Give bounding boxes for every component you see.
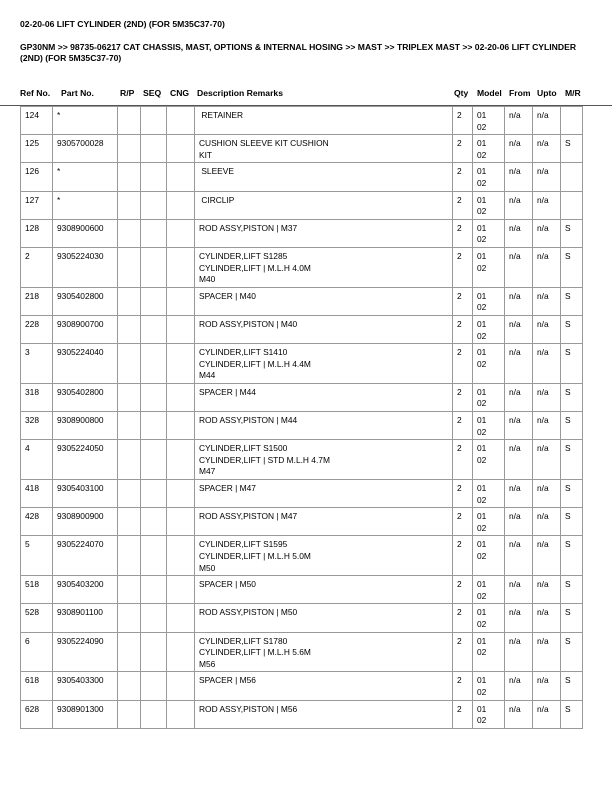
col-cng: CNG xyxy=(170,88,190,98)
cell-qty: 2 xyxy=(453,480,473,508)
cell-qty: 2 xyxy=(453,604,473,632)
cell-description: CYLINDER,LIFT S1285 CYLINDER,LIFT | M.L.H 4.0M M40 xyxy=(195,247,453,287)
cell-upto: n/a xyxy=(533,700,561,728)
cell-seq xyxy=(141,315,167,343)
cell-ref-no: 6 xyxy=(21,632,53,672)
page-title: 02-20-06 LIFT CYLINDER (2ND) (FOR 5M35C37-70) xyxy=(20,19,225,29)
cell-ref-no: 124 xyxy=(21,107,53,135)
cell-seq xyxy=(141,163,167,191)
cell-seq xyxy=(141,344,167,384)
cell-part-no: * xyxy=(53,107,118,135)
cell-mr: S xyxy=(561,383,583,411)
cell-upto: n/a xyxy=(533,247,561,287)
cell-cng xyxy=(167,247,195,287)
cell-model: 01 02 xyxy=(473,287,505,315)
cell-ref-no: 126 xyxy=(21,163,53,191)
cell-upto: n/a xyxy=(533,536,561,576)
cell-description: ROD ASSY,PISTON | M47 xyxy=(195,508,453,536)
cell-rp xyxy=(118,344,141,384)
cell-rp xyxy=(118,672,141,700)
table-header xyxy=(0,87,612,106)
cell-model: 01 02 xyxy=(473,247,505,287)
cell-part-no: 9308900900 xyxy=(53,508,118,536)
cell-mr: S xyxy=(561,632,583,672)
table-row xyxy=(21,604,583,632)
cell-seq xyxy=(141,508,167,536)
cell-ref-no: 428 xyxy=(21,508,53,536)
cell-ref-no: 418 xyxy=(21,480,53,508)
cell-model: 01 02 xyxy=(473,508,505,536)
cell-mr: S xyxy=(561,247,583,287)
cell-rp xyxy=(118,508,141,536)
col-rp: R/P xyxy=(120,88,135,98)
cell-seq xyxy=(141,219,167,247)
col-model: Model xyxy=(477,88,502,98)
cell-model: 01 02 xyxy=(473,440,505,480)
cell-rp xyxy=(118,287,141,315)
col-part: Part No. xyxy=(61,88,94,98)
cell-mr: S xyxy=(561,604,583,632)
cell-upto: n/a xyxy=(533,480,561,508)
cell-description: ROD ASSY,PISTON | M56 xyxy=(195,700,453,728)
cell-part-no: 9308900800 xyxy=(53,412,118,440)
cell-cng xyxy=(167,632,195,672)
table-row xyxy=(21,536,583,576)
cell-part-no: * xyxy=(53,191,118,219)
cell-ref-no: 125 xyxy=(21,135,53,163)
cell-seq xyxy=(141,191,167,219)
table-row xyxy=(21,632,583,672)
table-row xyxy=(21,287,583,315)
cell-qty: 2 xyxy=(453,700,473,728)
cell-upto: n/a xyxy=(533,440,561,480)
cell-ref-no: 127 xyxy=(21,191,53,219)
cell-cng xyxy=(167,344,195,384)
cell-rp xyxy=(118,480,141,508)
table-row xyxy=(21,383,583,411)
cell-description: SPACER | M56 xyxy=(195,672,453,700)
cell-seq xyxy=(141,632,167,672)
cell-seq xyxy=(141,536,167,576)
cell-ref-no: 618 xyxy=(21,672,53,700)
col-desc: Description Remarks xyxy=(197,88,283,98)
col-upto: Upto xyxy=(537,88,557,98)
cell-mr: S xyxy=(561,672,583,700)
cell-model: 01 02 xyxy=(473,604,505,632)
cell-qty: 2 xyxy=(453,440,473,480)
cell-part-no: 9305700028 xyxy=(53,135,118,163)
cell-ref-no: 3 xyxy=(21,344,53,384)
cell-upto: n/a xyxy=(533,163,561,191)
parts-table xyxy=(20,106,583,729)
table-row xyxy=(21,440,583,480)
table-row xyxy=(21,344,583,384)
cell-rp xyxy=(118,604,141,632)
cell-from: n/a xyxy=(505,480,533,508)
cell-from: n/a xyxy=(505,383,533,411)
cell-model: 01 02 xyxy=(473,576,505,604)
cell-model: 01 02 xyxy=(473,315,505,343)
cell-cng xyxy=(167,315,195,343)
cell-description: ROD ASSY,PISTON | M40 xyxy=(195,315,453,343)
cell-ref-no: 2 xyxy=(21,247,53,287)
cell-ref-no: 218 xyxy=(21,287,53,315)
cell-model: 01 02 xyxy=(473,480,505,508)
cell-from: n/a xyxy=(505,287,533,315)
cell-from: n/a xyxy=(505,440,533,480)
cell-qty: 2 xyxy=(453,576,473,604)
cell-from: n/a xyxy=(505,632,533,672)
cell-description: CYLINDER,LIFT S1500 CYLINDER,LIFT | STD M.L.H 4.7M M47 xyxy=(195,440,453,480)
cell-mr: S xyxy=(561,576,583,604)
cell-rp xyxy=(118,219,141,247)
cell-ref-no: 128 xyxy=(21,219,53,247)
cell-description: CUSHION SLEEVE KIT CUSHION KIT xyxy=(195,135,453,163)
cell-mr: S xyxy=(561,287,583,315)
table-row xyxy=(21,672,583,700)
cell-model: 01 02 xyxy=(473,632,505,672)
cell-upto: n/a xyxy=(533,287,561,315)
cell-description: SPACER | M40 xyxy=(195,287,453,315)
table-row xyxy=(21,508,583,536)
cell-cng xyxy=(167,508,195,536)
cell-cng xyxy=(167,576,195,604)
cell-part-no: 9308901100 xyxy=(53,604,118,632)
cell-mr: S xyxy=(561,135,583,163)
cell-cng xyxy=(167,672,195,700)
cell-description: CYLINDER,LIFT S1780 CYLINDER,LIFT | M.L.H 5.6M M56 xyxy=(195,632,453,672)
cell-description: SPACER | M44 xyxy=(195,383,453,411)
cell-seq xyxy=(141,383,167,411)
cell-mr: S xyxy=(561,536,583,576)
cell-mr: S xyxy=(561,219,583,247)
cell-rp xyxy=(118,135,141,163)
col-seq: SEQ xyxy=(143,88,162,98)
table-row xyxy=(21,412,583,440)
cell-description: ROD ASSY,PISTON | M37 xyxy=(195,219,453,247)
cell-seq xyxy=(141,287,167,315)
table-row xyxy=(21,191,583,219)
cell-seq xyxy=(141,480,167,508)
cell-qty: 2 xyxy=(453,107,473,135)
table-row xyxy=(21,480,583,508)
col-ref: Ref No. xyxy=(20,88,51,98)
cell-seq xyxy=(141,576,167,604)
cell-rp xyxy=(118,536,141,576)
cell-rp xyxy=(118,315,141,343)
cell-part-no: 9305402800 xyxy=(53,383,118,411)
cell-seq xyxy=(141,604,167,632)
cell-from: n/a xyxy=(505,576,533,604)
cell-mr: S xyxy=(561,508,583,536)
cell-upto: n/a xyxy=(533,632,561,672)
cell-upto: n/a xyxy=(533,672,561,700)
cell-qty: 2 xyxy=(453,536,473,576)
cell-cng xyxy=(167,700,195,728)
cell-upto: n/a xyxy=(533,412,561,440)
table-row xyxy=(21,315,583,343)
cell-part-no: 9305224070 xyxy=(53,536,118,576)
col-qty: Qty xyxy=(454,88,469,98)
cell-model: 01 02 xyxy=(473,383,505,411)
cell-ref-no: 518 xyxy=(21,576,53,604)
cell-cng xyxy=(167,135,195,163)
cell-cng xyxy=(167,219,195,247)
cell-seq xyxy=(141,440,167,480)
cell-qty: 2 xyxy=(453,247,473,287)
cell-upto: n/a xyxy=(533,315,561,343)
cell-cng xyxy=(167,604,195,632)
table-row xyxy=(21,700,583,728)
cell-mr xyxy=(561,107,583,135)
cell-qty: 2 xyxy=(453,219,473,247)
cell-model: 01 02 xyxy=(473,107,505,135)
cell-description: SPACER | M50 xyxy=(195,576,453,604)
cell-from: n/a xyxy=(505,219,533,247)
cell-seq xyxy=(141,135,167,163)
cell-ref-no: 528 xyxy=(21,604,53,632)
cell-upto: n/a xyxy=(533,219,561,247)
cell-upto: n/a xyxy=(533,107,561,135)
cell-from: n/a xyxy=(505,672,533,700)
cell-description: CYLINDER,LIFT S1410 CYLINDER,LIFT | M.L.H 4.4M M44 xyxy=(195,344,453,384)
cell-from: n/a xyxy=(505,604,533,632)
cell-mr: S xyxy=(561,412,583,440)
cell-part-no: 9305224090 xyxy=(53,632,118,672)
cell-mr xyxy=(561,191,583,219)
cell-model: 01 02 xyxy=(473,191,505,219)
cell-model: 01 02 xyxy=(473,412,505,440)
cell-description: CYLINDER,LIFT S1595 CYLINDER,LIFT | M.L.H 5.0M M50 xyxy=(195,536,453,576)
cell-mr: S xyxy=(561,440,583,480)
cell-qty: 2 xyxy=(453,191,473,219)
cell-model: 01 02 xyxy=(473,219,505,247)
cell-ref-no: 228 xyxy=(21,315,53,343)
table-row xyxy=(21,135,583,163)
cell-mr: S xyxy=(561,315,583,343)
cell-description: CIRCLIP xyxy=(195,191,453,219)
cell-from: n/a xyxy=(505,135,533,163)
cell-cng xyxy=(167,191,195,219)
cell-seq xyxy=(141,700,167,728)
cell-ref-no: 4 xyxy=(21,440,53,480)
cell-rp xyxy=(118,440,141,480)
cell-model: 01 02 xyxy=(473,163,505,191)
cell-from: n/a xyxy=(505,412,533,440)
cell-from: n/a xyxy=(505,700,533,728)
cell-part-no: 9305224030 xyxy=(53,247,118,287)
cell-part-no: 9308901300 xyxy=(53,700,118,728)
cell-upto: n/a xyxy=(533,576,561,604)
cell-description: RETAINER xyxy=(195,107,453,135)
cell-ref-no: 328 xyxy=(21,412,53,440)
cell-cng xyxy=(167,412,195,440)
cell-rp xyxy=(118,632,141,672)
cell-ref-no: 5 xyxy=(21,536,53,576)
cell-qty: 2 xyxy=(453,632,473,672)
cell-rp xyxy=(118,163,141,191)
table-row xyxy=(21,247,583,287)
cell-part-no: 9305224050 xyxy=(53,440,118,480)
cell-cng xyxy=(167,107,195,135)
cell-upto: n/a xyxy=(533,604,561,632)
cell-seq xyxy=(141,412,167,440)
cell-qty: 2 xyxy=(453,508,473,536)
cell-upto: n/a xyxy=(533,191,561,219)
cell-model: 01 02 xyxy=(473,135,505,163)
cell-qty: 2 xyxy=(453,383,473,411)
cell-cng xyxy=(167,383,195,411)
cell-mr xyxy=(561,163,583,191)
breadcrumb: GP30NM >> 98735-06217 CAT CHASSIS, MAST, OPTIONS & INTERNAL HOSING >> MAST >> TRIPLEX MAST >> 02-20-06 LIFT CYLINDER (2ND) (FOR 5M35C37-70) xyxy=(20,42,577,63)
table-row xyxy=(21,107,583,135)
cell-qty: 2 xyxy=(453,135,473,163)
cell-from: n/a xyxy=(505,191,533,219)
cell-from: n/a xyxy=(505,107,533,135)
cell-description: SLEEVE xyxy=(195,163,453,191)
cell-rp xyxy=(118,412,141,440)
table-row xyxy=(21,163,583,191)
cell-model: 01 02 xyxy=(473,536,505,576)
cell-ref-no: 628 xyxy=(21,700,53,728)
cell-qty: 2 xyxy=(453,412,473,440)
cell-rp xyxy=(118,191,141,219)
cell-mr: S xyxy=(561,480,583,508)
cell-cng xyxy=(167,536,195,576)
col-mr: M/R xyxy=(565,88,581,98)
cell-qty: 2 xyxy=(453,315,473,343)
cell-rp xyxy=(118,700,141,728)
cell-part-no: 9305224040 xyxy=(53,344,118,384)
cell-from: n/a xyxy=(505,536,533,576)
cell-part-no: * xyxy=(53,163,118,191)
cell-cng xyxy=(167,163,195,191)
cell-rp xyxy=(118,576,141,604)
cell-part-no: 9305402800 xyxy=(53,287,118,315)
cell-ref-no: 318 xyxy=(21,383,53,411)
table-row xyxy=(21,219,583,247)
cell-upto: n/a xyxy=(533,135,561,163)
cell-model: 01 02 xyxy=(473,344,505,384)
table-row xyxy=(21,576,583,604)
cell-cng xyxy=(167,287,195,315)
cell-from: n/a xyxy=(505,315,533,343)
cell-upto: n/a xyxy=(533,508,561,536)
cell-qty: 2 xyxy=(453,287,473,315)
cell-description: SPACER | M47 xyxy=(195,480,453,508)
cell-model: 01 02 xyxy=(473,700,505,728)
cell-mr: S xyxy=(561,344,583,384)
cell-cng xyxy=(167,440,195,480)
col-from: From xyxy=(509,88,531,98)
cell-qty: 2 xyxy=(453,672,473,700)
cell-from: n/a xyxy=(505,163,533,191)
cell-from: n/a xyxy=(505,344,533,384)
cell-description: ROD ASSY,PISTON | M44 xyxy=(195,412,453,440)
cell-seq xyxy=(141,672,167,700)
cell-rp xyxy=(118,107,141,135)
cell-mr: S xyxy=(561,700,583,728)
cell-part-no: 9305403300 xyxy=(53,672,118,700)
cell-part-no: 9308900600 xyxy=(53,219,118,247)
cell-qty: 2 xyxy=(453,163,473,191)
cell-seq xyxy=(141,107,167,135)
cell-from: n/a xyxy=(505,508,533,536)
cell-rp xyxy=(118,383,141,411)
cell-model: 01 02 xyxy=(473,672,505,700)
cell-from: n/a xyxy=(505,247,533,287)
cell-rp xyxy=(118,247,141,287)
cell-part-no: 9305403100 xyxy=(53,480,118,508)
cell-seq xyxy=(141,247,167,287)
cell-qty: 2 xyxy=(453,344,473,384)
cell-cng xyxy=(167,480,195,508)
cell-description: ROD ASSY,PISTON | M50 xyxy=(195,604,453,632)
cell-part-no: 9308900700 xyxy=(53,315,118,343)
cell-upto: n/a xyxy=(533,344,561,384)
cell-part-no: 9305403200 xyxy=(53,576,118,604)
cell-upto: n/a xyxy=(533,383,561,411)
